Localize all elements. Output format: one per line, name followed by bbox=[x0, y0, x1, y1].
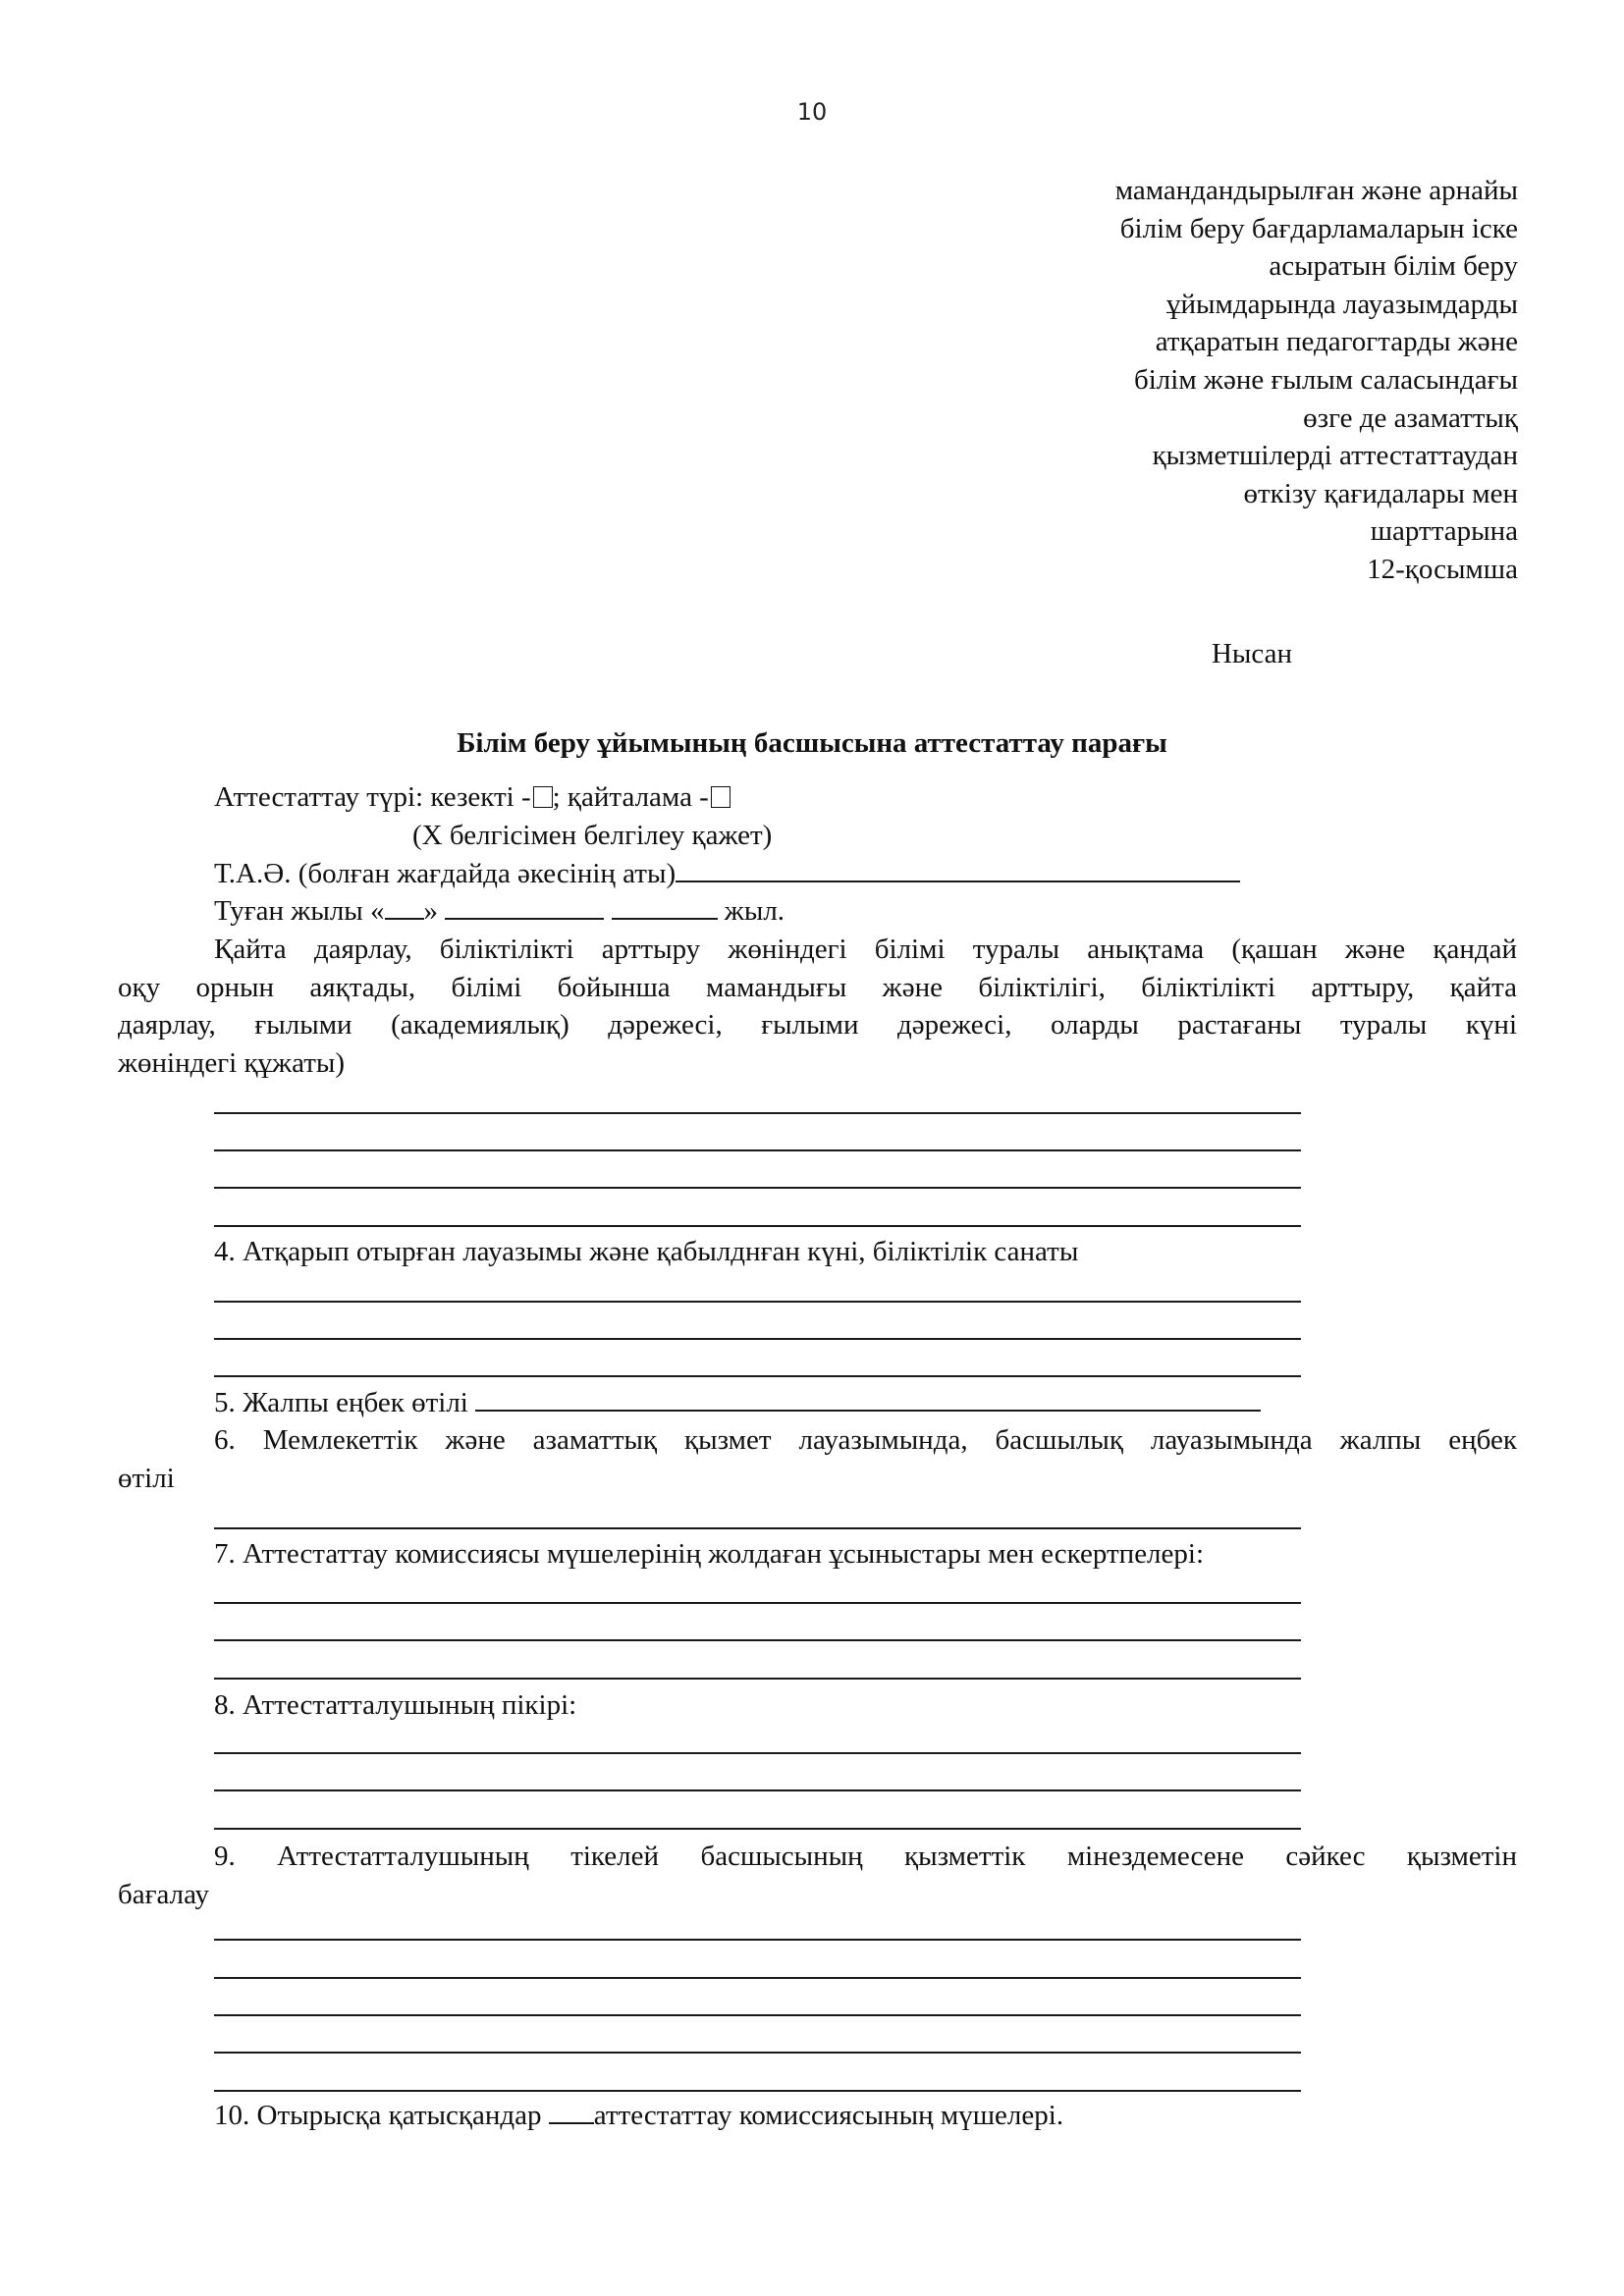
attestation-type-separator: ; қайталама - bbox=[552, 781, 709, 813]
education-answer-line[interactable] bbox=[214, 1149, 1301, 1151]
fio-field[interactable] bbox=[676, 857, 1240, 882]
appendix-line: асыратын білім беру bbox=[1269, 250, 1518, 283]
birth-row bbox=[214, 892, 785, 931]
birth-label: Туған жылы « bbox=[214, 895, 385, 927]
item-5-field[interactable] bbox=[475, 1386, 1261, 1412]
appendix-line: қызметшілерді аттестаттаудан bbox=[1152, 440, 1518, 472]
item-7-label: 7. Аттестаттау комиссиясы мүшелерінің жолдаған ұсыныстары мен ескертпелері: bbox=[214, 1538, 1205, 1570]
item-10-suffix: аттестаттау комиссиясының мүшелері. bbox=[593, 2100, 1064, 2131]
item-8-answer-line[interactable] bbox=[214, 1828, 1301, 1830]
item-6-label-cont: өтілі bbox=[118, 1463, 175, 1494]
item-6-label: 6. Мемлекеттік және азаматтық қызмет лауазымында, басшылық лауазымында жалпы еңбек bbox=[214, 1424, 1517, 1456]
birth-day-field[interactable] bbox=[385, 894, 424, 920]
mark-hint: (Х белгісімен белгілеу қажет) bbox=[412, 820, 773, 851]
item-5-row bbox=[214, 1384, 1261, 1422]
appendix-line: білім және ғылым саласындағы bbox=[1133, 363, 1518, 396]
birth-suffix: жыл. bbox=[724, 895, 785, 927]
birth-month-field[interactable] bbox=[445, 894, 604, 920]
item-4-answer-line[interactable] bbox=[214, 1301, 1301, 1303]
item-7-answer-line[interactable] bbox=[214, 1639, 1301, 1641]
checkbox-regular[interactable] bbox=[533, 786, 553, 808]
item-8-answer-line[interactable] bbox=[214, 1789, 1301, 1791]
appendix-line: өткізу қағидалары мен bbox=[1243, 477, 1518, 509]
appendix-line: өзге де азаматтық bbox=[1303, 401, 1518, 434]
page-number: 10 bbox=[796, 98, 828, 126]
education-line: оқу орнын аяқтады, білімі бойынша мамандығы және біліктілігі, біліктілікті арттыру, қайта bbox=[118, 972, 1517, 1003]
item-8-answer-line[interactable] bbox=[214, 1752, 1301, 1754]
item-6-answer-line[interactable] bbox=[214, 1527, 1301, 1529]
education-answer-line[interactable] bbox=[214, 1187, 1301, 1189]
item-4-answer-line[interactable] bbox=[214, 1338, 1301, 1340]
document-title: Білім беру ұйымының басшысына аттестаттау парағы bbox=[457, 727, 1167, 759]
item-7-answer-line[interactable] bbox=[214, 1602, 1301, 1604]
item-5-label: 5. Жалпы еңбек өтілі bbox=[214, 1387, 468, 1418]
item-9-label-cont: бағалау bbox=[118, 1879, 210, 1910]
attestation-type-label: Аттестаттау түрі: кезекті - bbox=[214, 781, 531, 813]
item-10-prefix: 10. Отырысқа қатысқандар bbox=[214, 2100, 542, 2131]
appendix-line: ұйымдарында лауазымдарды bbox=[1166, 288, 1518, 320]
appendix-line: атқаратын педагогтарды және bbox=[1155, 326, 1518, 358]
birth-year-field[interactable] bbox=[612, 894, 718, 920]
item-9-answer-line[interactable] bbox=[214, 1939, 1301, 1941]
fio-label: Т.А.Ә. (болған жағдайда әкесінің аты) bbox=[214, 858, 677, 889]
checkbox-repeat[interactable] bbox=[711, 786, 731, 808]
appendix-line: білім беру бағдарламаларын іске bbox=[1119, 212, 1518, 244]
item-9-label: 9. Аттестатталушының тікелей басшысының қызметтік мінездемесене сәйкес қызметін bbox=[214, 1841, 1517, 1872]
education-answer-line[interactable] bbox=[214, 1112, 1301, 1114]
item-9-answer-line[interactable] bbox=[214, 1977, 1301, 1979]
item-7-answer-line[interactable] bbox=[214, 1678, 1301, 1680]
appendix-number: 12-қосымша bbox=[1367, 553, 1518, 585]
education-line: Қайта даярлау, біліктілікті арттыру жөніндегі білімі туралы анықтама (қашан және қандай bbox=[214, 934, 1517, 965]
item-9-answer-line[interactable] bbox=[214, 2090, 1301, 2092]
item-4-label: 4. Атқарып отырған лауазымы және қабылднған күні, біліктілік санаты bbox=[214, 1236, 1079, 1267]
appendix-line: шарттарына bbox=[1370, 515, 1518, 548]
item-4-answer-line[interactable] bbox=[214, 1375, 1301, 1377]
item-8-label: 8. Аттестатталушының пікірі: bbox=[214, 1689, 577, 1721]
attestation-type-row bbox=[214, 778, 731, 817]
appendix-reference bbox=[1115, 172, 1518, 589]
item-9-answer-line[interactable] bbox=[214, 2014, 1301, 2016]
form-label: Нысан bbox=[1211, 638, 1292, 669]
item-10-count-field[interactable] bbox=[549, 2099, 594, 2124]
education-line: даярлау, ғылыми (академиялық) дәрежесі, ғылыми дәрежесі, оларды растағаны туралы күні bbox=[118, 1009, 1517, 1041]
birth-quote-close: » bbox=[423, 895, 439, 927]
appendix-line: мамандандырылған және арнайы bbox=[1114, 175, 1518, 206]
item-9-answer-line[interactable] bbox=[214, 2052, 1301, 2054]
education-line: жөніндегі құжаты) bbox=[118, 1047, 346, 1079]
education-answer-line[interactable] bbox=[214, 1225, 1301, 1227]
fio-row bbox=[214, 855, 1240, 893]
item-10-row bbox=[214, 2097, 1063, 2135]
